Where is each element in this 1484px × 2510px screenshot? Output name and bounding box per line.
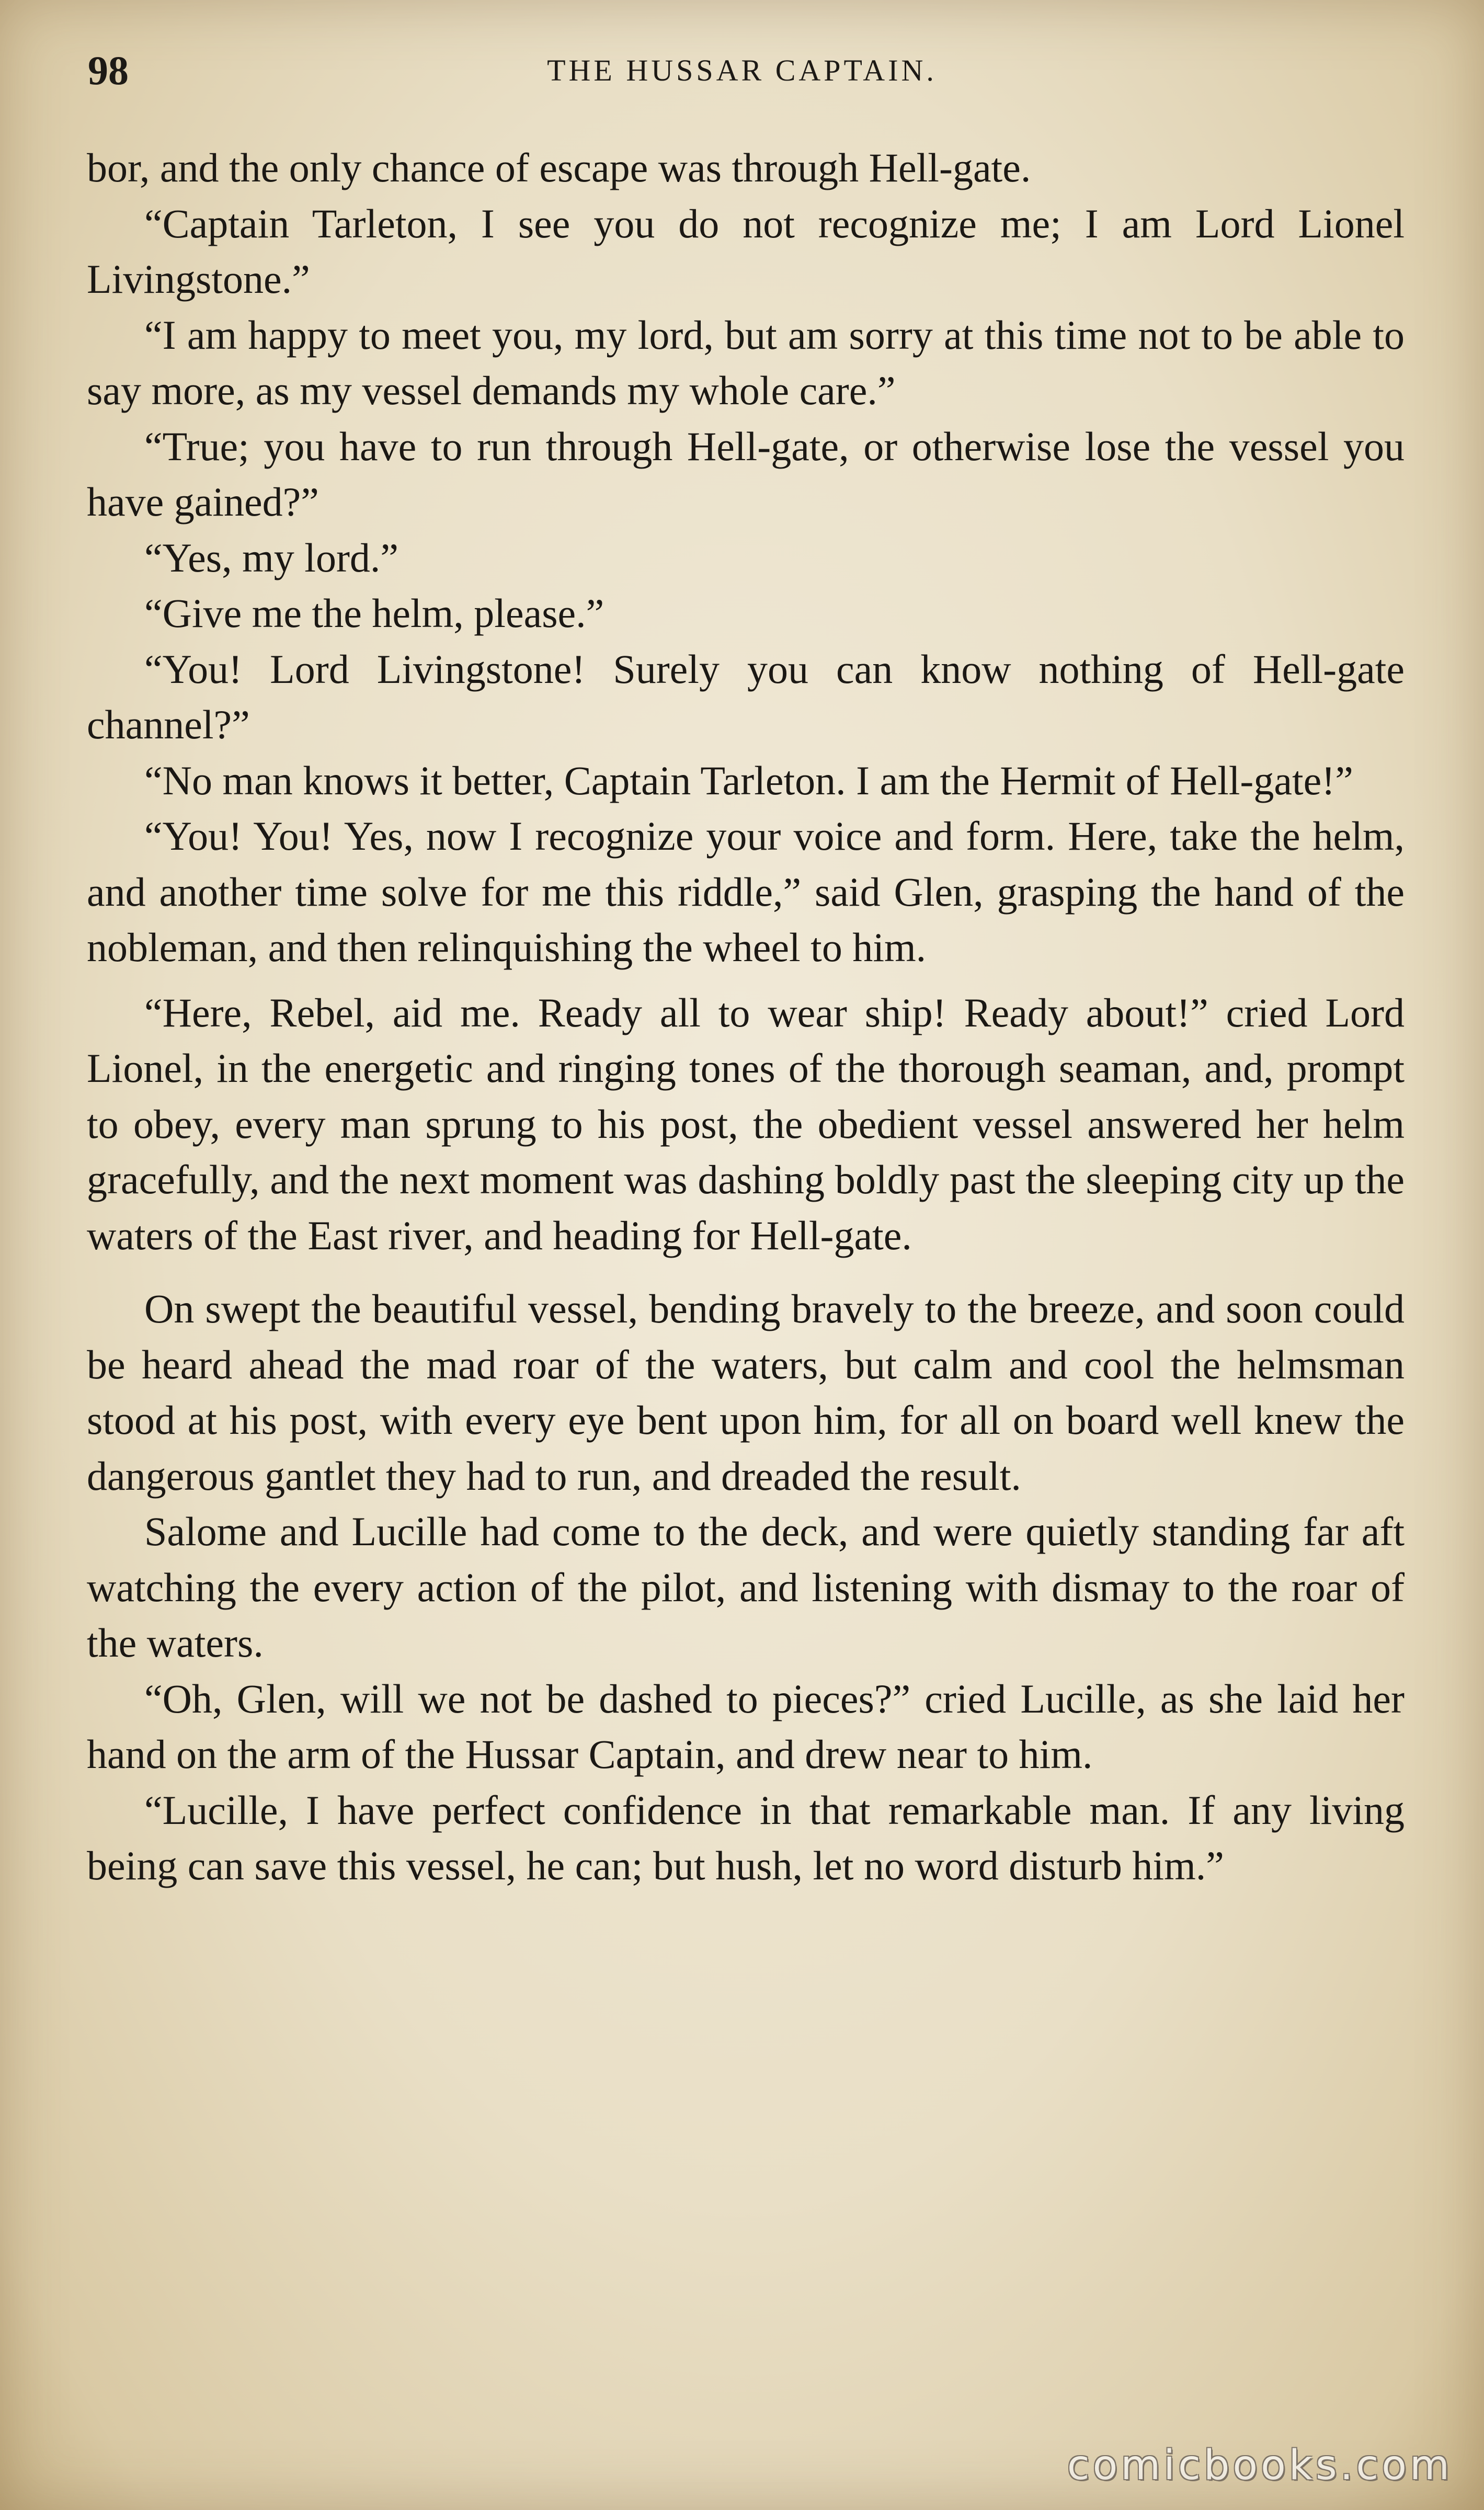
body-text — [87, 140, 1405, 1894]
paragraph: bor, and the only chance of escape was through Hell-gate. — [87, 145, 1031, 190]
book-title: THE HUSSAR CAPTAIN. — [547, 53, 937, 87]
running-head — [88, 42, 1396, 99]
paragraph: “Captain Tarleton, I see you do not recognize me; I am Lord Lionel Livingstone.” — [87, 200, 1405, 302]
paragraph: Salome and Lucille had come to the deck, and were quietly standing far aft watching the every action of the pilot, and listening with dismay to the roar of the waters. — [87, 1509, 1405, 1665]
paragraph: “You! You! Yes, now I recognize your voice and form. Here, take the helm, and another time solve for me this riddle,” said Glen, grasping the hand of the nobleman, and then relinquishing the wheel to him. — [87, 813, 1405, 970]
paragraph: “Here, Rebel, aid me. Ready all to wear ship! Ready about!” cried Lord Lionel, in the energetic and ringing tones of the thorough seaman, and, prompt to obey, every man sprung to his post, the obedient vessel answered her helm gracefully, and the next moment was dashing boldly past the sleeping city up the waters of the East river, and heading for Hell-gate. — [87, 989, 1405, 1258]
page-number: 98 — [88, 48, 129, 93]
paragraph: “Lucille, I have perfect confidence in that remarkable man. If any living being can save this vessel, he can; but hush, let no word disturb him.” — [87, 1787, 1405, 1888]
watermark: comicbooks.com — [1067, 2442, 1453, 2489]
paragraph: “No man knows it better, Captain Tarleton. I am the Hermit of Hell-gate!” — [144, 757, 1353, 803]
paragraph: “I am happy to meet you, my lord, but am sorry at this time not to be able to say more, as my vessel demands my whole care.” — [87, 312, 1405, 413]
paragraph: “Yes, my lord.” — [144, 534, 399, 580]
paragraph: “True; you have to run through Hell-gate, or otherwise lose the vessel you have gained?” — [87, 423, 1405, 524]
paragraph: “Give me the helm, please.” — [144, 590, 604, 636]
paragraph: “You! Lord Livingstone! Surely you can know nothing of Hell-gate channel?” — [87, 646, 1405, 747]
paragraph: On swept the beautiful vessel, bending bravely to the breeze, and soon could be heard ahead the mad roar of the waters, but calm and cool the helmsman stood at his post, with every eye bent upon him, for all on board well knew the dangerous gantlet they had to run, and dreaded the result. — [87, 1286, 1405, 1499]
paragraph: “Oh, Glen, will we not be dashed to pieces?” cried Lucille, as she laid her hand on the arm of the Hussar Captain, and drew near to him. — [87, 1675, 1405, 1777]
